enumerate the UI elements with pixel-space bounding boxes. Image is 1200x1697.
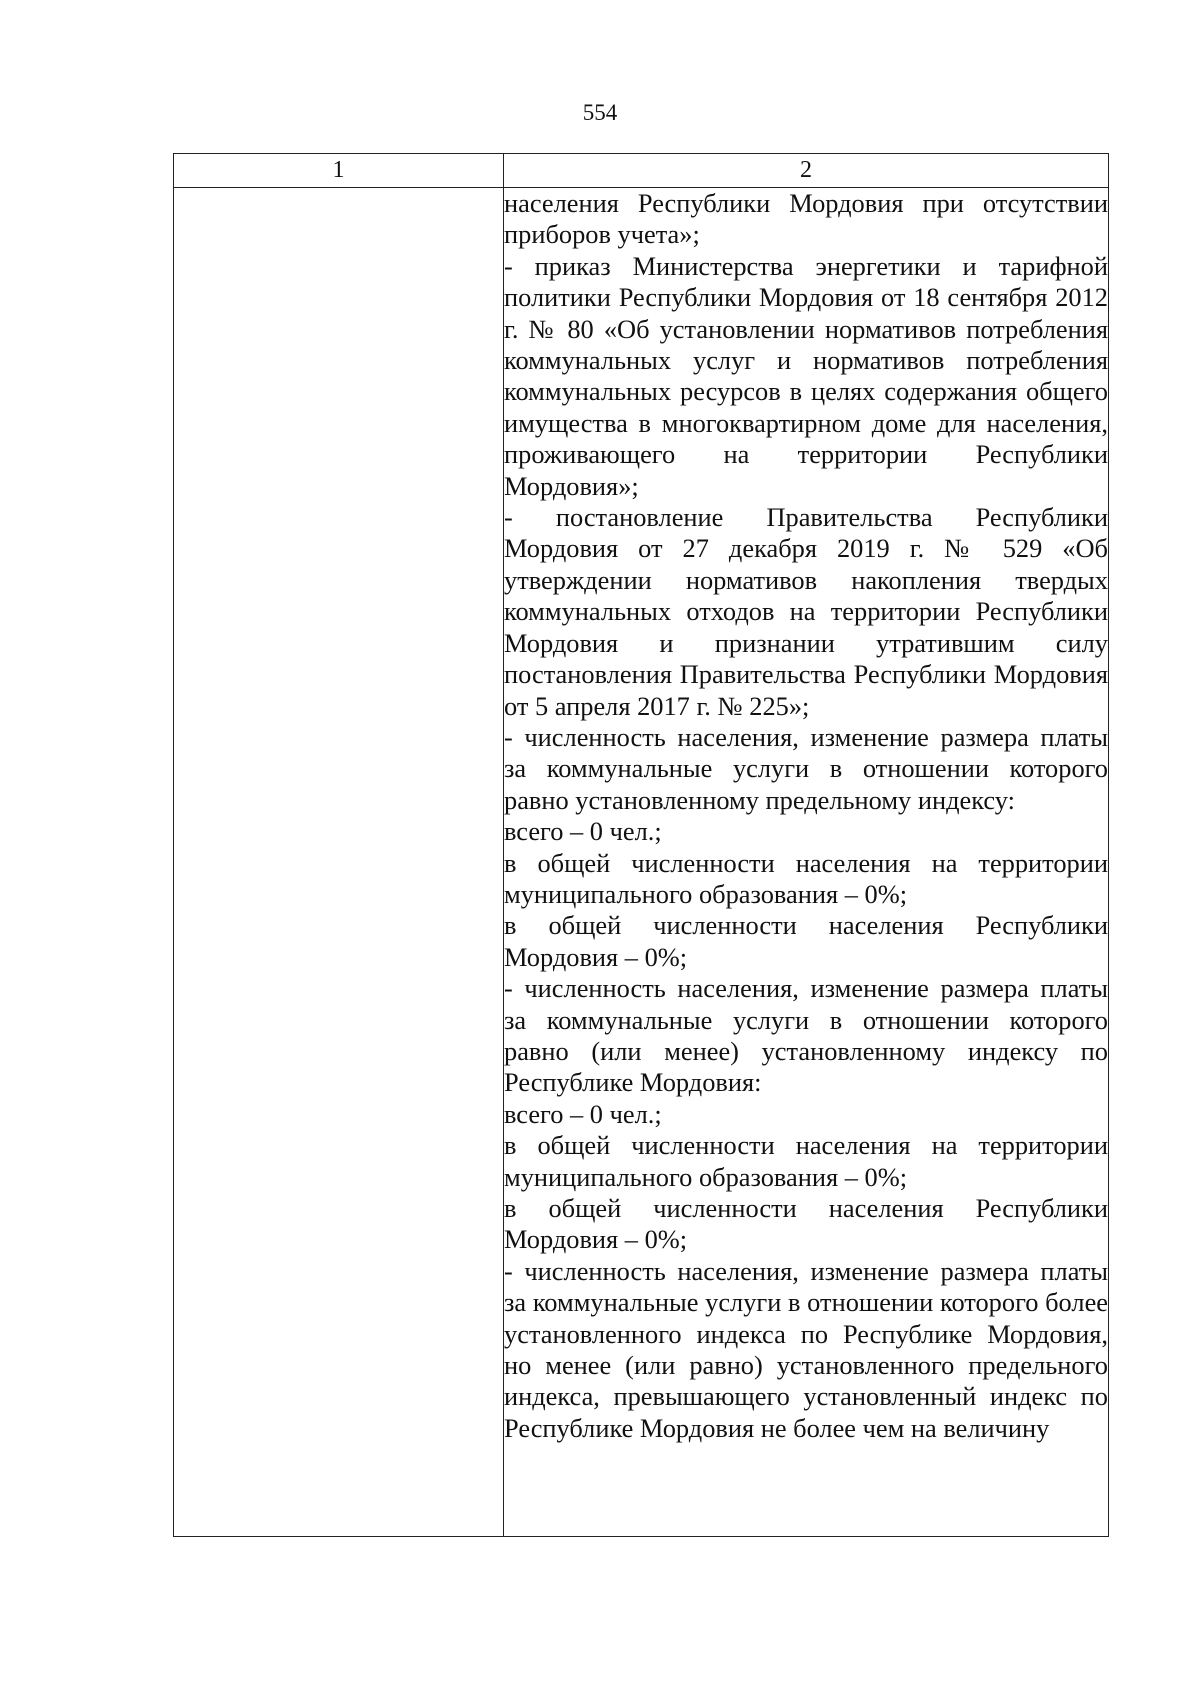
- column-1-cell: [174, 188, 504, 1537]
- table-row: [174, 188, 1109, 1537]
- paragraph-municipal-share-2: в общей численности населения на территории муниципального образования – 0%;: [504, 1130, 1108, 1192]
- column-2-cell: [504, 188, 1109, 1537]
- table-header-row: [174, 154, 1109, 188]
- paragraph-population-no-meters: населения Республики Мордовия при отсутствии приборов учета»;: [504, 188, 1108, 250]
- page-number: 554: [582, 100, 618, 125]
- column-header-2: 2: [504, 154, 1109, 188]
- paragraph-total-1: всего – 0 чел.;: [504, 816, 662, 847]
- paragraph-republic-share-2: в общей численности населения Республики Мордовия – 0%;: [504, 1193, 1108, 1255]
- paragraph-total-2: всего – 0 чел.;: [504, 1098, 662, 1129]
- paragraph-municipal-share-1: в общей численности населения на территории муниципального образования – 0%;: [504, 847, 1108, 909]
- paragraph-government-resolution: - постановление Правительства Республики Мордовия от 27 декабря 2019 г. № 529 «Об утверждении нормативов накопления твердых коммунальных отходов на территории Республики Мордовия и признании утратившим силу постановления Правительства Республики Мордовия от 5 апреля 2017 г. № 225»;: [504, 502, 1108, 721]
- paragraph-energy-ministry-order: - приказ Министерства энергетики и тарифной политики Республики Мордовия от 18 сентября 2012 г. № 80 «Об установлении нормативов потребления коммунальных услуг и нормативов потребления коммунальных ресурсов в целях содержания общего имущества в многоквартирном доме для населения, проживающего на территории Республики Мордовия»;: [504, 250, 1108, 501]
- document-table: [173, 153, 1109, 1537]
- paragraph-population-equal-or-less-index: - численность населения, изменение размера платы за коммунальные услуги в отношении которого равно (или менее) установленному индексу по Республике Мордовия:: [504, 973, 1108, 1098]
- column-header-1: 1: [174, 154, 504, 188]
- paragraph-population-equal-limit-index: - численность населения, изменение размера платы за коммунальные услуги в отношении которого равно установленному предельному индексу:: [504, 721, 1108, 815]
- paragraph-republic-share-1: в общей численности населения Республики Мордовия – 0%;: [504, 910, 1108, 972]
- paragraph-population-above-index: - численность населения, изменение размера платы за коммунальные услуги в отношении которого более установленного индекса по Республике Мордовия, но менее (или равно) установленного предельного индекса, превышающего установленный индекс по Республике Мордовия не более чем на величину: [504, 1255, 1108, 1443]
